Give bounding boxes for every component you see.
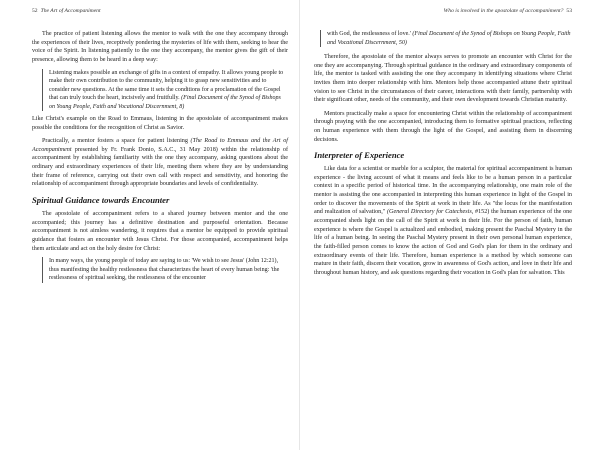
left-blockquote-2 xyxy=(42,257,288,283)
right-paragraph-3 xyxy=(314,165,572,278)
left-section-heading: Spiritual Guidance towards Encounter xyxy=(32,195,170,206)
quote-cont-text: with God, the restlessness of love.' xyxy=(327,31,413,37)
right-paragraph-2: Mentors practically make a space for encountering Christ within the relationship of accompaniment through praying with the one accompanied, introducing them to formative spiritual practices, reflecting on human experience with them through the light of the Gospel, and assisting them in discerning decisions. xyxy=(314,110,572,143)
quote1-source: (Final Document of the Synod of Bishops on Young People, Faith and Vocational Discernment, 8) xyxy=(49,95,281,110)
para3-part-b: presented by Fr. Frank Donio, S.A.C., 31 May 2018) within the relationship of accompaniment by establishing familiarity with the one they accompany, asking questions about the ordinary and extraordinary experiences of their life, meeting them where they are by understanding their frame of reference, carrying out their own call with respect and sensitivity, and honoring the relationship of accompaniment through appropriate boundaries and levels of confidentiality. xyxy=(32,146,288,188)
right-section-heading: Interpreter of Experience xyxy=(314,150,405,161)
left-running-header xyxy=(32,8,288,20)
right-running-header xyxy=(314,8,572,20)
right-para3-part-a: Like data for a scientist or marble for a sculptor, the material for spiritual accompaniment is human experience - the living account of what it means and feels like to be a human person in a particular context in a specific period of historical time. In the accompanying relationship, one main role of the mentor is assisting the one accompanied in interpreting this human experience in light of the Gospel in order to discover the movements of the Spirit at work in their life. As "the locus for the manifestation and realization of salvation," xyxy=(314,166,572,216)
right-page xyxy=(300,0,600,450)
left-blockquote-1 xyxy=(42,69,288,112)
right-para3-cite: (General Directory for Catechesis xyxy=(387,209,472,216)
para3-part-a: Practically, a mentor fosters a space for patient listening xyxy=(42,138,191,145)
left-paragraph-2: Like Christ's example on the Road to Emmaus, listening in the apostolate of accompaniment makes possible the conditions for the recognition of Christ as Savior. xyxy=(32,116,288,132)
left-running-head-title: The Art of Accompaniment xyxy=(40,8,101,14)
right-paragraph-1: Therefore, the apostolate of the mentor always serves to promote an encounter with Christ for the one they are accompanying. Through spiritual guidance in the ordinary and extraordinary components of life, the mentor is tasked with assisting the one they accompany in identifying situations where Christ invites them into deeper relationship with him. Mentors help those accompanied attune their spiritual vision to see Christ in the circumstances of their career, interactions with their family, partnership with their significant other, needs of the community, and their own development towards Christian maturity. xyxy=(314,54,572,104)
quote2-text: In many ways, the young people of today are saying to us: 'We wish to see Jesus' (John 12:21), thus manifesting the healthy restlessness that characterizes the heart of every human being: 'the restlessness of spiritual seeking, the restlessness of the encounter xyxy=(49,258,280,282)
right-page-number: 53 xyxy=(566,8,572,14)
left-paragraph-1: The practice of patient listening allows the mentor to walk with the one they accompany through the experiences of their lives, receptively pondering the mysteries of life with them, seeking to hear the voice of the Spirit. In listening patiently to the one they accompany, the mentor gives the gift of their presence, allowing them to be heard in a deep way: xyxy=(32,31,288,63)
right-blockquote-continued xyxy=(320,30,572,47)
right-para3-part-b: , #152) the human experience of the one accompanied sheds light on the call of the Spirit at work in their life. For the person of faith, human experience is where the Gospel is actualized and embodied, making present the Paschal Mystery in the life of a human being. In seeing the Paschal Mystery present in their own personal human experience, the faith-filled person comes to know the action of God and God's plan for them in the ordinary and extraordinary events of their life. Therefore, human experience is a method by which someone can mature in their faith, discern their vocation, grow in awareness of God's action, and love in their life and throughout human history, and ask questions regarding their vocation in God's plan for salvation. This xyxy=(314,209,572,277)
left-paragraph-4: The apostolate of accompaniment refers to a shared journey between mentor and the one accompanied; this journey has a definitive destination and purposeful orientation. Because accompaniment is not aimless wandering, it requires that a mentor be equipped to provide spiritual guidance that fosters an encounter with Jesus Christ. For those accompanied, accompaniment helps them articulate and act on the holy desire for Christ: xyxy=(32,211,288,252)
left-paragraph-3 xyxy=(32,137,288,189)
para3-title: (The Road to Emmaus and the Art of Accompaniment xyxy=(32,138,288,153)
quote1-text: Listening makes possible an exchange of gifts in a context of empathy. It allows young people to make their own contribution to the community, helping it to grasp new sensitivities and to consider new questions. At the same time it sets the conditions for a proclamation of the Gospel that can truly touch the heart, incisively and fruitfully. xyxy=(49,69,284,102)
quote-cont-source: (Final Document of the Synod of Bishops on Young People, Faith and Vocational Discernment, 50) xyxy=(327,31,571,46)
left-page-number: 52 xyxy=(32,8,38,14)
right-running-head-title: Who is involved in the apostolate of accompaniment? xyxy=(443,8,564,14)
